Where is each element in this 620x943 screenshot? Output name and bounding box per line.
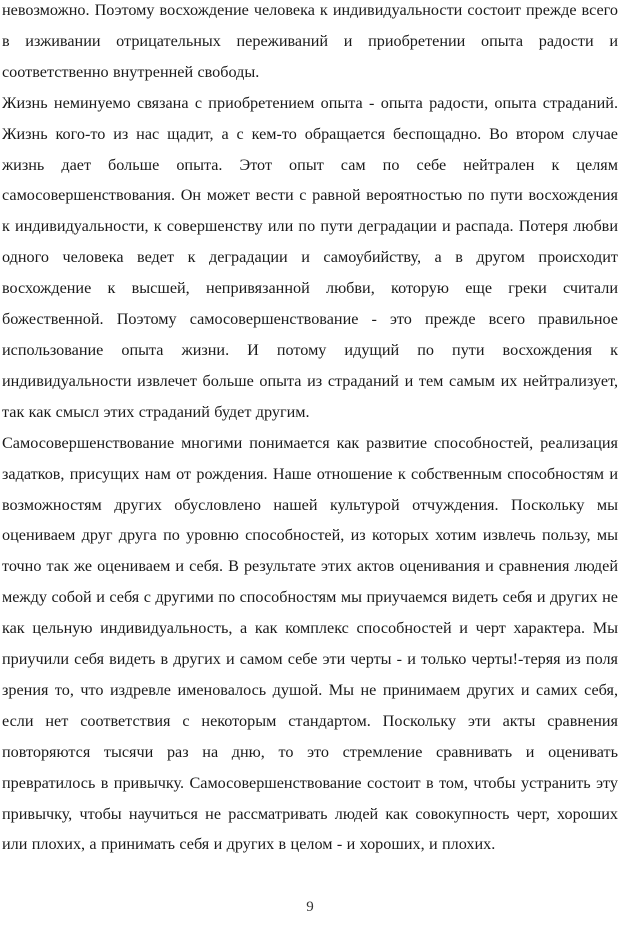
paragraph-2: Жизнь неминуемо связана с приобретением опыта - опыта радости, опыта страданий. Жизнь кого-то из нас щадит, а с кем-то обращается беспощадно. Во втором случае жизнь дает больше опыта. Этот опыт сам по себе нейтрален к целям самосовершенствования. Он может вести с равной вероятностью по пути восхождения к индивидуальности, к совершенству или по пути деградации и распада. Потеря любви одного человека ведет к деградации и самоубийству, а в другом происходит восхождение к высшей, непривязанной любви, которую еще греки считали божественной. Поэтому самосовершенствование - это прежде всего правильное использование опыта жизни. И потому идущий по пути восхождения к индивидуальности извлечет больше опыта из страданий и тем самым их нейтрализует, так как смысл этих страданий будет другим. xyxy=(2,93,618,421)
paragraph-3: Самосовершенствование многими понимается как развитие способностей, реализация задатков, присущих нам от рождения. Наше отношение к собственным способностям и возможностям других обусловлено нашей культурой отчуждения. Поскольку мы оцениваем друг друга по уровню способностей, из которых хотим извлечь пользу, мы точно так же оцениваем и себя. В результате этих актов оценивания и сравнения людей между собой и себя с другими по способностям мы приучаемся видеть себя и других не как цельную индивидуальность, а как комплекс способностей и черт характера. Мы приучили себя видеть в других и самом себе эти черты - и только черты!-теряя из поля зрения то, что издревле именовалось душой. Мы не принимаем других и самих себя, если нет соответствия с некоторым стандартом. Поскольку эти акты сравнения повторяются тысячи раз на дню, то это стремление сравнивать и оценивать превратилось в привычку. Самосовершенствование состоит в том, чтобы устранить эту привычку, чтобы научиться не рассматривать людей как совокупность черт, хороших или плохих, а принимать себя и других в целом - и хороших, и плохих. xyxy=(2,433,618,854)
paragraph-1: невозможно. Поэтому восхождение человека к индивидуальности состоит прежде всего в изживании отрицательных переживаний и приобретении опыта радости и соответственно внутренней свободы. xyxy=(2,1,618,81)
page-number: 9 xyxy=(306,899,314,915)
body-text xyxy=(2,0,618,860)
